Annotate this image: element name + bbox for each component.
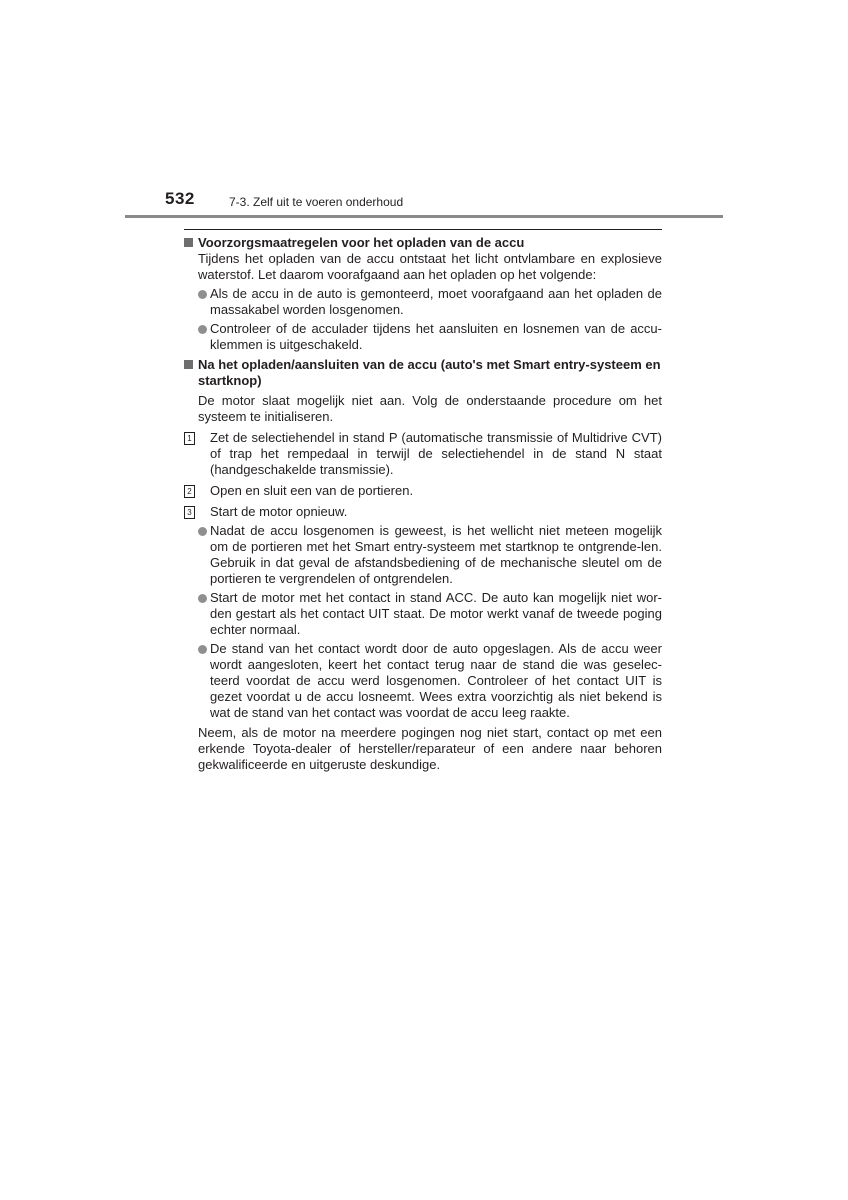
page-content [184, 229, 662, 773]
bullet-text: Controleer of de acculader tijdens het aansluiten en losnemen van de accu-klemmen is uitgeschakeld. [210, 321, 662, 352]
header-rule [125, 215, 723, 218]
section-intro: Tijdens het opladen van de accu ontstaat het licht ontvlambare en explosieve waterstof. Let daarom voorafgaand aan het opladen op het volgende: [198, 251, 662, 282]
bullet-text: Als de accu in de auto is gemonteerd, moet voorafgaand aan het opladen de massakabel worden losgenomen. [210, 286, 662, 317]
bullet-item [184, 321, 662, 353]
bullet-text: De stand van het contact wordt door de auto opgeslagen. Als de accu weer wordt aangesloten, keert het contact terug naar de stand die was geselec-teerd voordat de accu werd losgenomen. Controleer of het contact UIT is gezet voordat u de accu losneemt. Wees extra voorzichtig als niet bekend is wat de stand van het contact was voordat de accu leeg raakte. [210, 641, 662, 720]
circle-bullet-icon [198, 290, 207, 299]
square-bullet-icon [184, 238, 193, 247]
section-title: Na het opladen/aansluiten van de accu (auto's met Smart entry-systeem en startknop) [198, 357, 661, 388]
circle-bullet-icon [198, 325, 207, 334]
step-item [184, 504, 662, 520]
bullet-text: Start de motor met het contact in stand ACC. De auto kan mogelijk niet wor-den gestart als het contact UIT staat. De motor werkt vanaf de tweede poging echter normaal. [210, 590, 662, 637]
step-number: 2 [184, 485, 195, 498]
step-text: Start de motor opnieuw. [210, 504, 348, 519]
square-bullet-icon [184, 360, 193, 369]
step-text: Open en sluit een van de portieren. [210, 483, 414, 498]
step-item [184, 483, 662, 499]
chapter-title: 7-3. Zelf uit te voeren onderhoud [229, 195, 404, 209]
step-item [184, 430, 662, 478]
circle-bullet-icon [198, 594, 207, 603]
section-heading [184, 235, 662, 251]
bullet-item [184, 641, 662, 721]
step-number: 1 [184, 432, 195, 445]
closing-paragraph: Neem, als de motor na meerdere pogingen nog niet start, contact op met een erkende Toyota-dealer of hersteller/reparateur of een andere naar behoren gekwalificeerde en uitgeruste deskundige. [198, 725, 662, 772]
step-text: Zet de selectiehendel in stand P (automatische transmissie of Multidrive CVT) of trap het rempedaal in terwijl de selectiehendel in de stand N staat (handgeschakelde transmissie). [210, 430, 662, 477]
step-number: 3 [184, 506, 195, 519]
bullet-text: Nadat de accu losgenomen is geweest, is het wellicht niet meteen mogelijk om de portieren met het Smart entry-systeem met startknop te ontgrende-len. Gebruik in dat geval de afstandsbediening of de mechanische sleutel om de portieren te vergrendelen of ontgrendelen. [210, 523, 662, 586]
page-number: 532 [165, 189, 195, 208]
bullet-item [184, 523, 662, 587]
section-heading [184, 357, 662, 389]
bullet-item [184, 286, 662, 318]
bullet-item [184, 590, 662, 638]
circle-bullet-icon [198, 645, 207, 654]
section-intro: De motor slaat mogelijk niet aan. Volg de onderstaande procedure om het systeem te initialiseren. [198, 393, 662, 424]
section-title: Voorzorgsmaatregelen voor het opladen van de accu [198, 235, 525, 250]
circle-bullet-icon [198, 527, 207, 536]
